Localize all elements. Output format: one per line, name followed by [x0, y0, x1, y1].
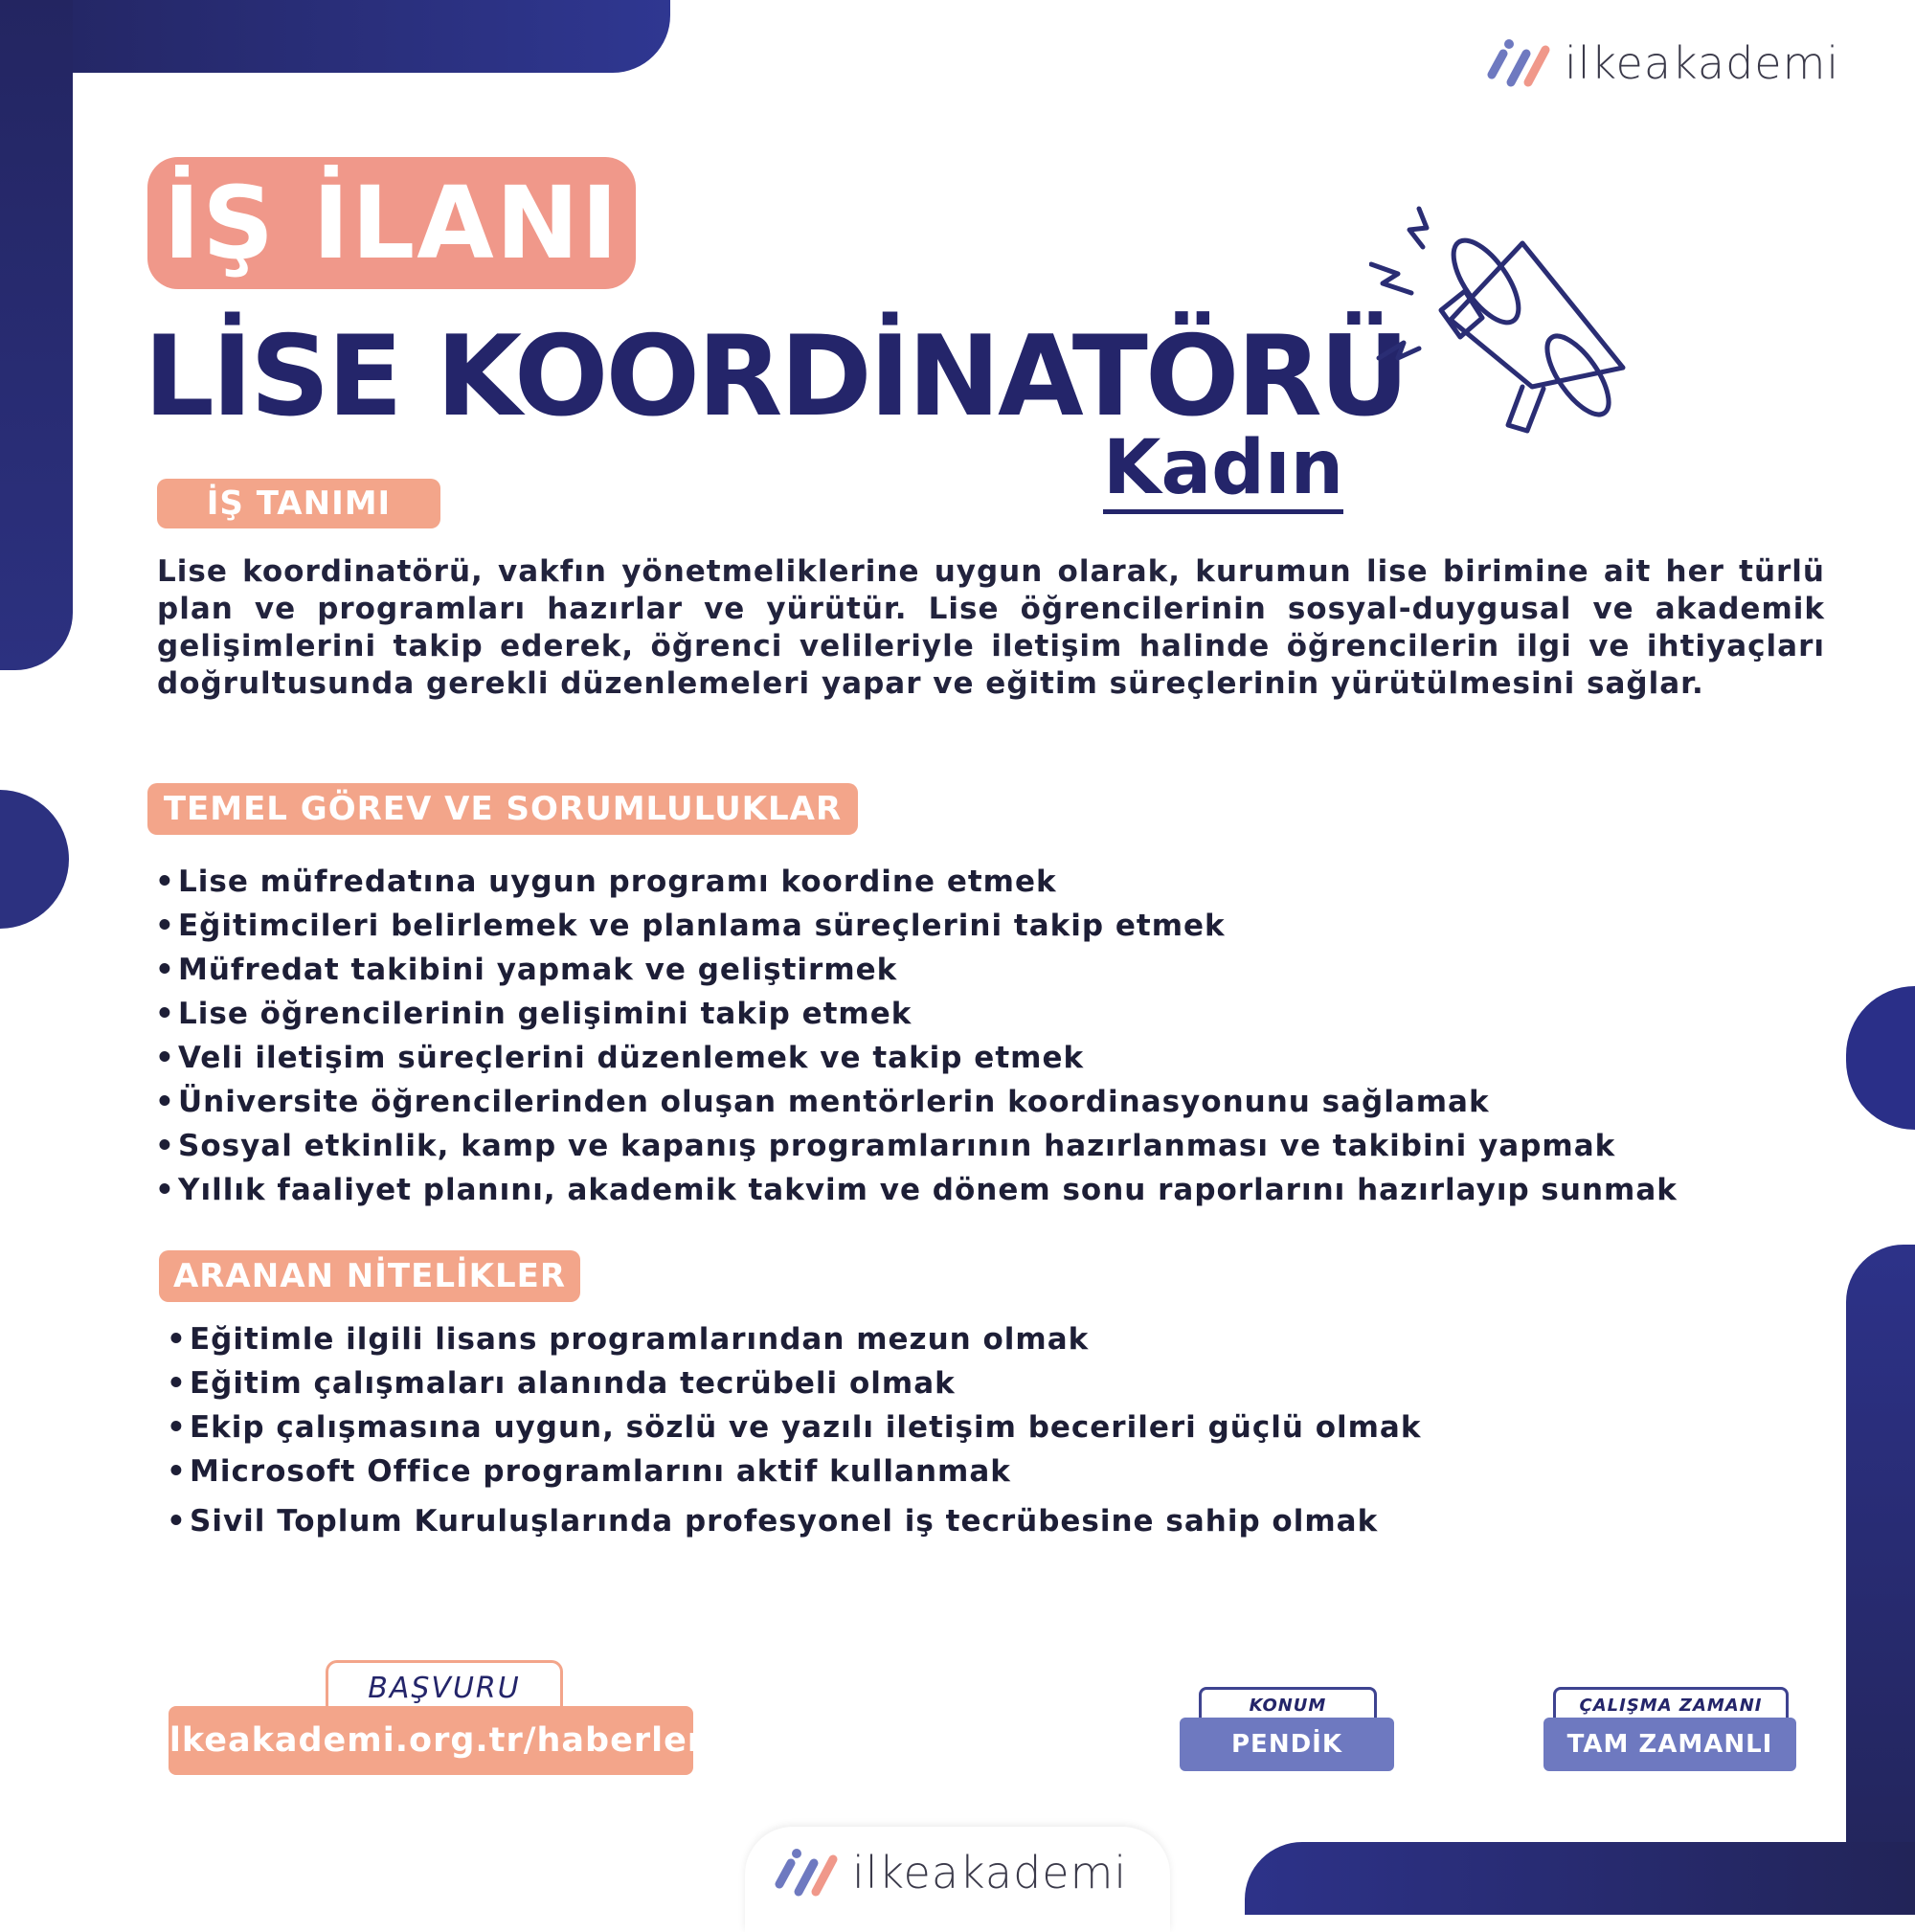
frame-left-bar	[0, 0, 73, 670]
work-time-value: TAM ZAMANLI	[1543, 1718, 1796, 1771]
responsibility-item: • Eğitimcileri belirlemek ve planlama süreçlerini takip etmek	[155, 904, 1678, 948]
frame-right-bar	[1846, 1245, 1915, 1915]
brand-logo-top[interactable]	[1486, 36, 1839, 90]
responsibility-item: • Lise müfredatına uygun programı koordine etmek	[155, 860, 1678, 904]
ilkeakademi-logo-icon	[774, 1846, 841, 1899]
brand-name: ilkeakademi	[852, 1847, 1128, 1898]
qualification-item: • Ekip çalışmasına uygun, sözlü ve yazılı iletişim becerileri güçlü olmak	[167, 1405, 1421, 1449]
responsibility-item: • Lise öğrencilerinin gelişimini takip etmek	[155, 992, 1678, 1036]
megaphone-icon	[1369, 205, 1656, 444]
application-label: BAŞVURU	[326, 1660, 563, 1713]
responsibility-item: • Üniversite öğrencilerinden oluşan mentörlerin koordinasyonunu sağlamak	[155, 1080, 1678, 1124]
job-description-text: Lise koordinatörü, vakfın yönetmeliklerine uygun olarak, kurumun lise birimine ait her türlü plan ve programları hazırlar ve yürütür. Lise öğrencilerinin sosyal-duygusal ve akademik gelişimlerini takip ederek, öğrenci velileriyle iletişim halinde öğrencilerin ilgi ve ihtiyaçları doğrultusunda gerekli düzenlemeleri yapar ve eğitim süreçlerinin yürütülmesini sağlar.	[157, 554, 1825, 701]
responsibility-item: • Sosyal etkinlik, kamp ve kapanış programlarının hazırlanması ve takibini yapmak	[155, 1124, 1678, 1168]
frame-top-left-bar	[0, 0, 670, 73]
ilkeakademi-logo-icon	[1486, 36, 1553, 90]
responsibilities-heading: TEMEL GÖREV VE SORUMLULUKLAR	[147, 783, 858, 835]
qualification-item: • Microsoft Office programlarını aktif kullanmak	[167, 1449, 1421, 1494]
work-time-label: ÇALIŞMA ZAMANI	[1553, 1687, 1789, 1720]
application-link[interactable]: ilkeakademi.org.tr/haberler	[169, 1706, 693, 1775]
job-title: LİSE KOORDİNATÖRÜ	[144, 312, 1408, 441]
location-label: KONUM	[1199, 1687, 1377, 1720]
location-value: PENDİK	[1180, 1718, 1394, 1771]
responsibility-item: • Veli iletişim süreçlerini düzenlemek ve takip etmek	[155, 1036, 1678, 1080]
qualification-item: • Eğitimle ilgili lisans programlarından mezun olmak	[167, 1317, 1421, 1361]
responsibility-item: • Müfredat takibini yapmak ve geliştirmek	[155, 948, 1678, 992]
job-description-heading: İŞ TANIMI	[157, 479, 440, 528]
qualifications-heading: ARANAN NİTELİKLER	[159, 1250, 580, 1302]
brand-name: ilkeakademi	[1565, 37, 1840, 89]
job-posting-badge: İŞ İLANI	[147, 157, 636, 289]
brand-logo-bottom[interactable]	[774, 1846, 1127, 1899]
qualification-item: • Eğitim çalışmaları alanında tecrübeli olmak	[167, 1361, 1421, 1405]
qualifications-list	[167, 1317, 1421, 1543]
frame-right-half-circle	[1846, 986, 1915, 1130]
frame-bottom-bar	[1245, 1842, 1915, 1915]
frame-left-half-circle	[0, 790, 69, 929]
job-gender-subtitle: Kadın	[1103, 427, 1343, 514]
responsibilities-list	[155, 860, 1678, 1212]
qualification-item: • Sivil Toplum Kuruluşlarında profesyonel iş tecrübesine sahip olmak	[167, 1499, 1421, 1543]
responsibility-item: • Yıllık faaliyet planını, akademik takvim ve dönem sonu raporlarını hazırlayıp sunmak	[155, 1168, 1678, 1212]
